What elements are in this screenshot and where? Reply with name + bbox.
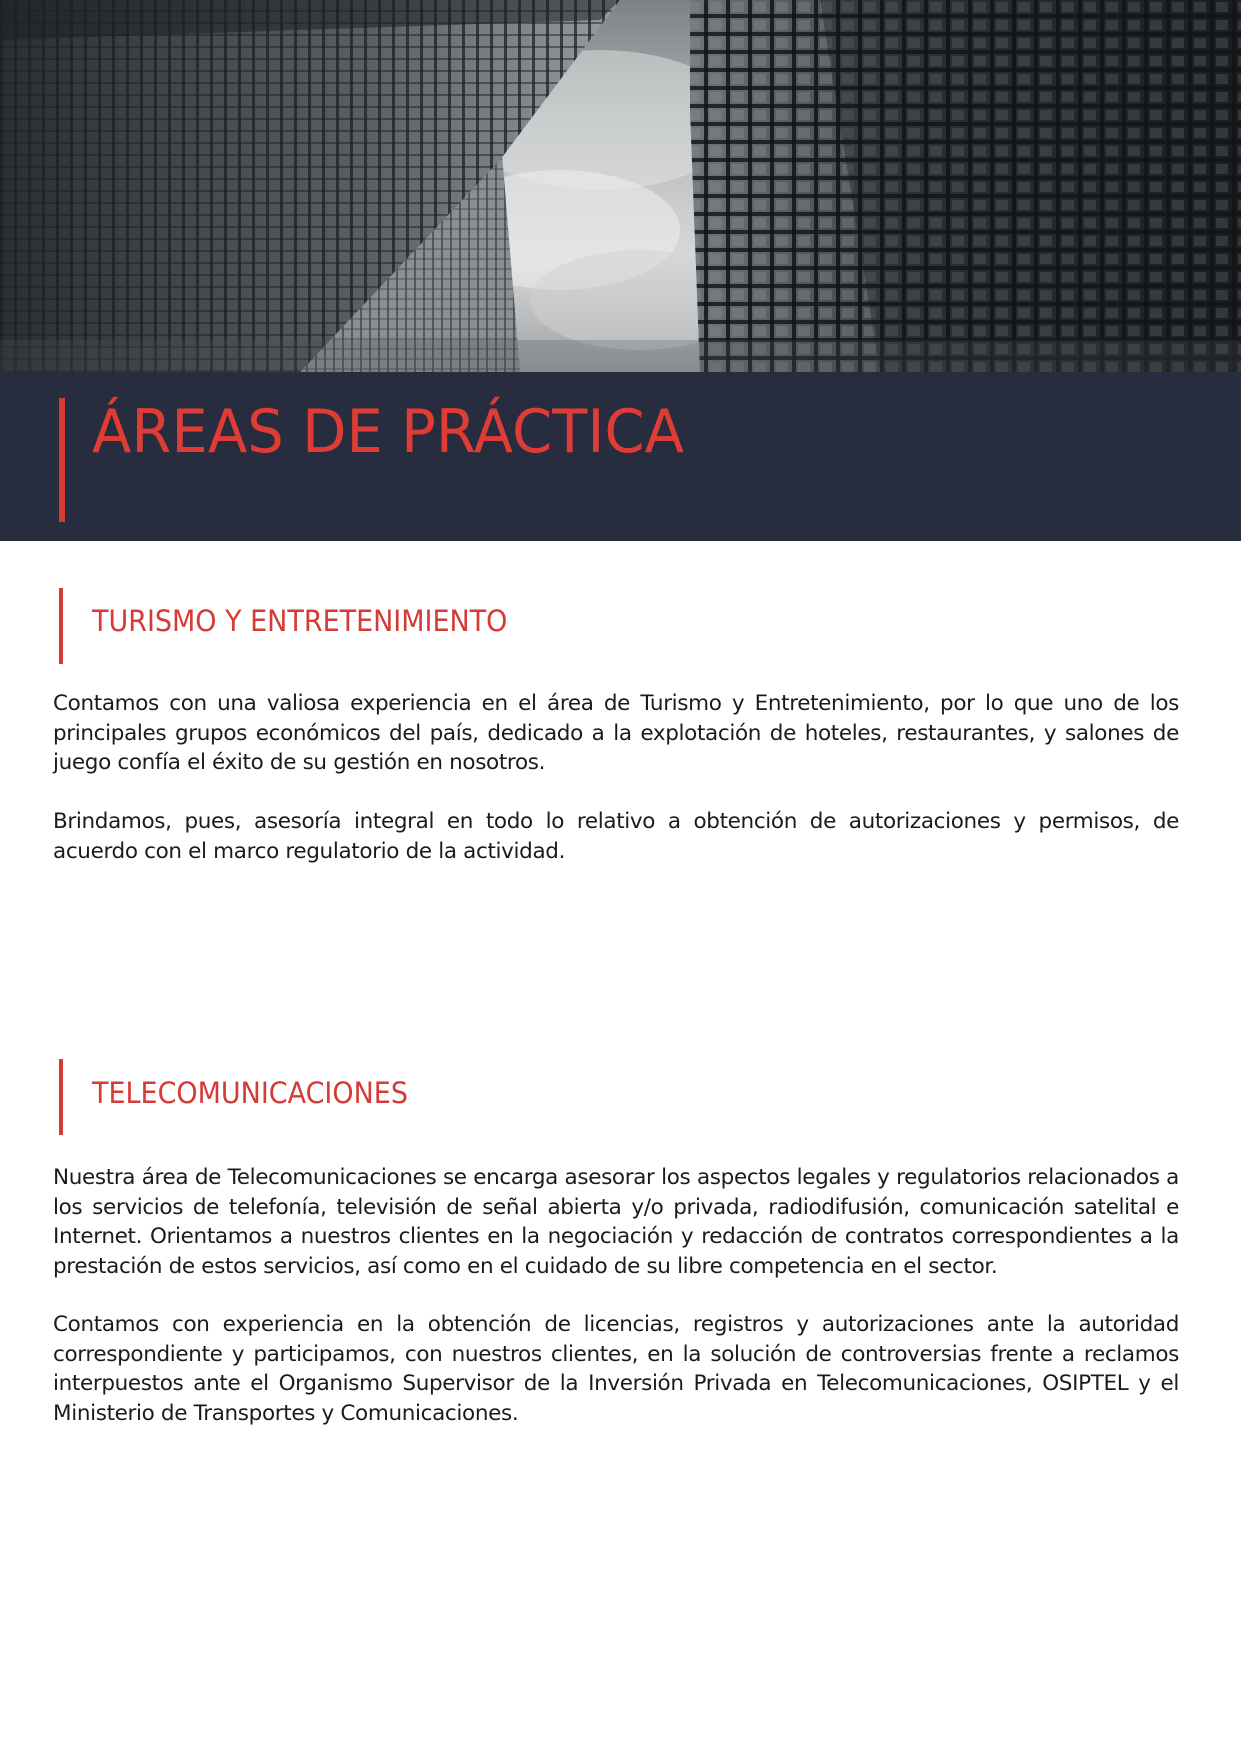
skyscrapers-illustration xyxy=(0,0,1241,372)
section-paragraph: Nuestra área de Telecomunicaciones se encarga asesorar los aspectos legales y regulatorios relacionados a los servicios de telefonía, televisión de señal abierta y/o privada, radiodifusión, comunicación satelital e Internet. Orientamos a nuestros clientes en la negociación y redacción de contratos correspondientes a la prestación de estos servicios, así como en el cuidado de su libre competencia en el sector. xyxy=(53,1165,1179,1279)
title-accent-bar xyxy=(59,398,65,522)
section-accent-bar xyxy=(59,588,63,664)
section-paragraph: Contamos con una valiosa experiencia en el área de Turismo y Entretenimiento, por lo que uno de los principales grupos económicos del país, dedicado a la explotación de hoteles, restaurantes, y salones de juego confía el éxito de su gestión en nosotros. xyxy=(53,691,1179,775)
section-title: TELECOMUNICACIONES xyxy=(92,1076,408,1110)
section-paragraph: Brindamos, pues, asesoría integral en todo lo relativo a obtención de autorizaciones y permisos, de acuerdo con el marco regulatorio de la actividad. xyxy=(53,809,1179,864)
section-accent-bar xyxy=(59,1059,63,1135)
section-title: TURISMO Y ENTRETENIMIENTO xyxy=(92,604,508,638)
section-paragraph: Contamos con experiencia en la obtención de licencias, registros y autorizaciones ante la autoridad correspondiente y participamos, con nuestros clientes, en la solución de controversias frente a reclamos interpuestos ante el Organismo Supervisor de la Inversión Privada en Telecomunicaciones, OSIPTEL y el Ministerio de Transportes y Comunicaciones. xyxy=(53,1312,1179,1426)
title-band xyxy=(0,372,1241,541)
hero-image xyxy=(0,0,1241,372)
page-title: ÁREAS DE PRÁCTICA xyxy=(92,397,684,467)
